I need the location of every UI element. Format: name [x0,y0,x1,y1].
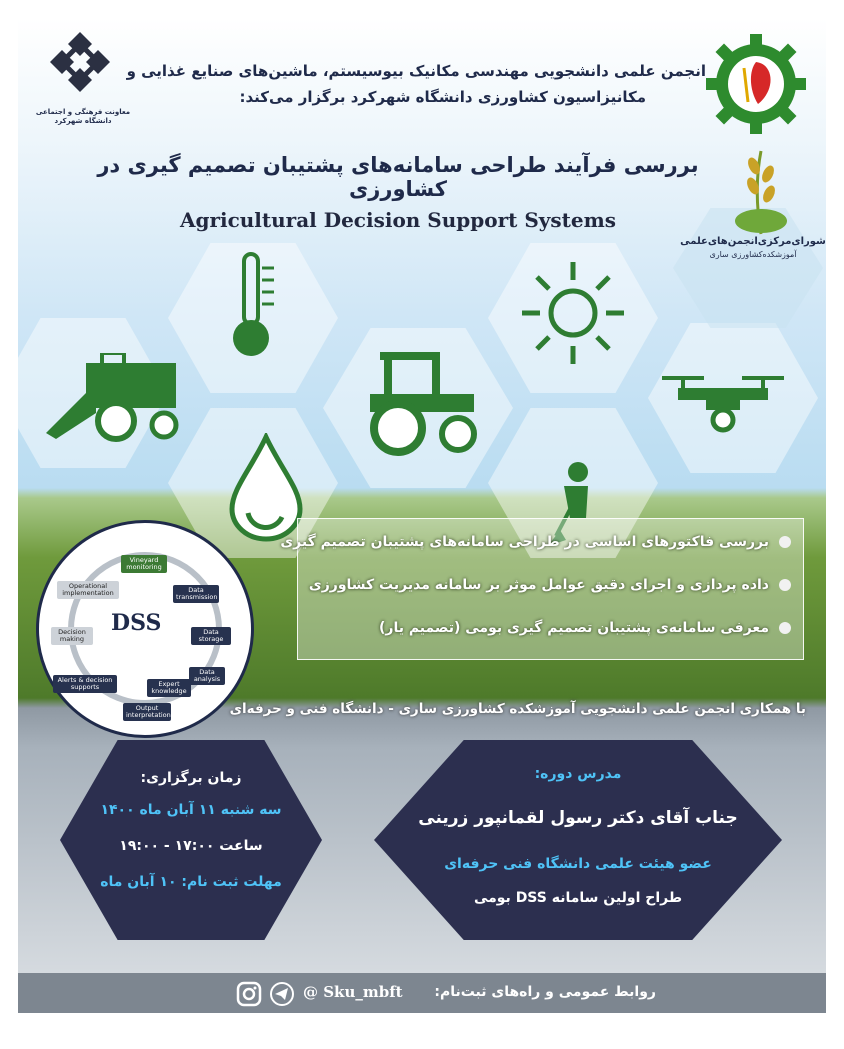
left-logo-line2: دانشگاه شهرکرد [54,117,112,125]
instagram-icon[interactable] [236,981,262,1007]
dss-node: Alerts & decision supports [53,675,117,693]
footer-bar [18,973,826,1013]
bullet-text: معرفی سامانه‌ی پشتیبان تصمیم گیری بومی (تصمیم یار) [378,620,769,636]
water-drop-icon [226,433,306,543]
schedule-heading: زمان برگزاری: [140,770,242,786]
dss-node: Decision making [51,627,93,645]
dss-node: Data transmission [173,585,219,603]
left-logo-line1: معاونت فرهنگی و اجتماعی [35,108,131,116]
schedule-time: ساعت ۱۷:۰۰ - ۱۹:۰۰ [119,838,263,854]
bullet-item [309,577,791,593]
bullet-dot-icon [779,536,791,548]
right-logo2-line2: آموزشکده‌کشاورزی ساری [709,250,797,259]
instructor-heading: مدرس دوره: [534,766,622,782]
title-fa: بررسی فرآیند طراحی سامانه‌های پشتیبان تصمیم گیری در کشاورزی [97,153,699,201]
dss-center-label: DSS [111,610,162,636]
bullet-text: داده پردازی و اجرای دقیق عوامل موثر بر سامانه مدیریت کشاورزی [308,577,769,593]
tractor-icon [360,348,480,456]
thermometer-icon [230,250,280,362]
dss-node: Vineyard monitoring [121,555,167,573]
drone-icon [658,366,788,436]
telegram-icon[interactable] [270,982,294,1006]
dss-node: Data storage [191,627,231,645]
header-line1: انجمن علمی دانشجویی مهندسی مکانیک بیوسیستم، ماشین‌های صنایع غذایی و [126,62,706,80]
dss-node: Expert knowledge [147,679,191,697]
university-culture-logo-icon [32,30,128,110]
registration-deadline: مهلت ثبت نام: ۱۰ آبان ماه [100,874,282,890]
instructor-note: طراح اولین سامانه DSS بومی [473,890,683,906]
dss-diagram [36,520,254,738]
title-en: Agricultural Decision Support Systems [179,208,617,232]
dss-node: Data analysis [189,667,225,685]
bullet-text: بررسی فاکتورهای اساسی در طراحی سامانه‌های پشتیبان تصمیم گیری [280,534,769,550]
schedule-date: سه شنبه ۱۱ آبان ماه ۱۴۰۰ [100,802,282,818]
bullet-item [280,534,791,550]
instructor-role: عضو هیئت علمی دانشگاه فنی حرفه‌ای [444,856,712,872]
instructor-name: جناب آقای دکتر رسول لقمانپور زرینی [418,808,738,828]
harvester-icon [46,353,186,443]
footer-label: روابط عمومی و راه‌های ثبت‌نام: [434,984,656,1000]
sun-icon [518,258,628,368]
bullet-panel [280,518,804,660]
dss-node: Output interpretation [123,703,171,721]
gear-logo-icon [704,32,808,136]
right-logo2-line1: شورای‌مرکزی‌انجمن‌های‌علمی [680,236,826,247]
bullet-dot-icon [779,579,791,591]
dss-node: Operational implementation [57,581,119,599]
wheat-logo-icon [726,146,796,236]
bullet-item [379,620,791,636]
collaboration-text: با همکاری انجمن علمی دانشجویی آموزشکده کشاورزی ساری - دانشگاه فنی و حرفه‌ای [229,701,806,717]
social-handle[interactable]: @ Sku_mbft [303,983,403,1001]
header-line2: مکانیزاسیون کشاورزی دانشگاه شهرکرد برگزار می‌کند: [239,88,646,106]
poster [18,18,826,1013]
bullet-dot-icon [779,622,791,634]
